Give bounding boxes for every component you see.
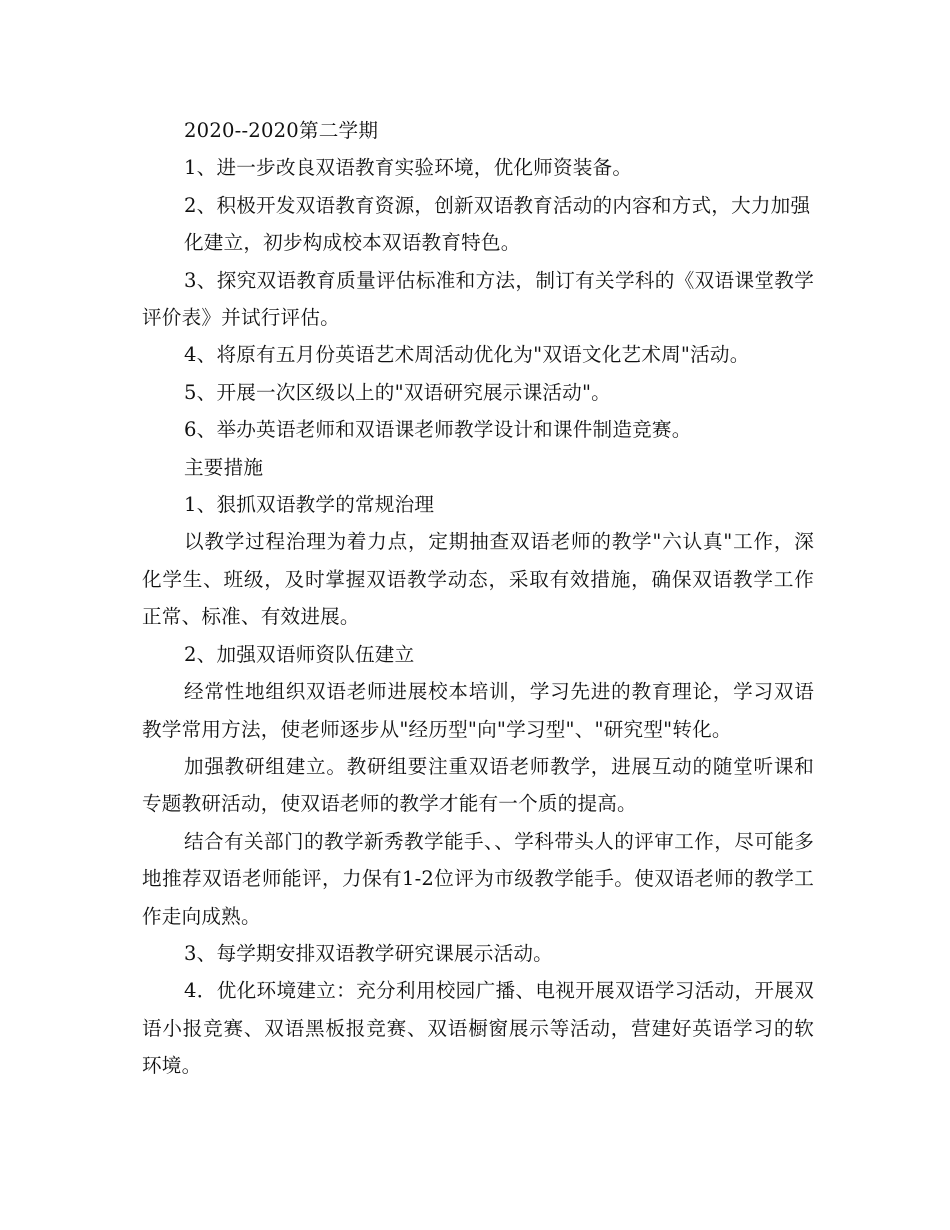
goal-2: 2、积极开发双语教育资源，创新双语教育活动的内容和方式，大力加强 (184, 193, 811, 217)
measure-2-heading: 2、加强双语师资队伍建立 (184, 642, 415, 666)
goal-5: 5、开展一次区级以上的"双语研究展示课活动"。 (184, 380, 611, 404)
goal-6: 6、举办英语老师和双语课老师教学设计和课件制造竞赛。 (184, 418, 692, 442)
measure-4: 4．优化环境建立：充分利用校园广播、电视开展双语学习活动，开展双语小报竞赛、双语黑板报竞赛、双语橱窗展示等活动，营建好英语学习的软环境。 (142, 979, 814, 1078)
measure-1-heading: 1、狠抓双语教学的常规治理 (184, 493, 435, 517)
measure-3: 3、每学期安排双语教学研究课展示活动。 (184, 941, 553, 965)
measure-1-body: 以教学过程治理为着力点，定期抽查双语老师的教学"六认真"工作，深化学生、班级，及时掌握双语教学动态，采取有效措施，确保双语教学工作正常、标准、有效进展。 (142, 530, 814, 629)
measures-heading: 主要措施 (184, 455, 264, 479)
measure-2-body-3: 结合有关部门的教学新秀教学能手、、学科带头人的评审工作，尽可能多地推荐双语老师能评，力保有1-2位评为市级教学能手。使双语老师的教学工作走向成熟。 (142, 829, 814, 928)
measure-2-body-2: 加强教研组建立。教研组要注重双语老师教学，进展互动的随堂听课和专题教研活动，使双语老师的教学才能有一个质的提高。 (142, 754, 814, 816)
goal-1: 1、进一步改良双语教育实验环境，优化师资装备。 (184, 156, 633, 180)
document-body (142, 112, 814, 1085)
goal-4: 4、将原有五月份英语艺术周活动优化为"双语文化艺术周"活动。 (184, 343, 750, 367)
semester-heading: 2020--2020第二学期 (184, 119, 379, 142)
goal-3: 3、探究双语教育质量评估标准和方法，制订有关学科的《双语课堂教学评价表》并试行评估。 (142, 268, 814, 330)
goal-2-continued: 化建立，初步构成校本双语教育特色。 (184, 231, 521, 255)
measure-2-body-1: 经常性地组织双语老师进展校本培训，学习先进的教育理论，学习双语教学常用方法，使老师逐步从"经历型"向"学习型"、"研究型"转化。 (142, 680, 814, 741)
